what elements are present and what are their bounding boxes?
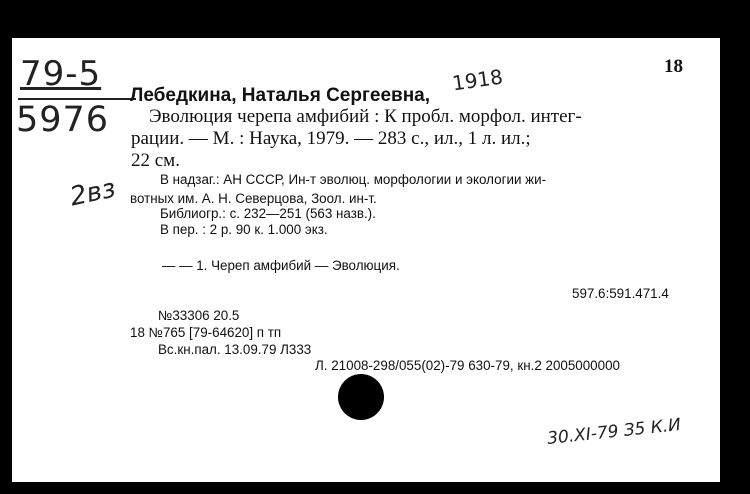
catalog-card — [12, 38, 720, 482]
handwritten-year: 1918 — [450, 64, 505, 96]
title-line-2: рации. — М. : Наука, 1979. — 283 с., ил., 1 л. ил.; — [131, 128, 531, 149]
note-line-4: В пер. : 2 р. 90 к. 1.000 экз. — [160, 222, 328, 237]
handwritten-inventory-number: 5976 — [16, 100, 110, 140]
udc-code: 597.6:591.471.4 — [572, 286, 669, 301]
handwritten-side-mark: 2вз — [67, 173, 119, 213]
note-line-2: вотных им. А. Н. Северцова, Зоол. ин-т. — [130, 191, 377, 206]
note-line-1: В надзаг.: АН СССР, Ин-т эволюц. морфологии и экологии жи- — [160, 172, 547, 187]
note-line-3: Библиогр.: с. 232—251 (563 назв.). — [160, 206, 376, 221]
subject-heading: — — 1. Череп амфибий — Эволюция. — [162, 258, 400, 273]
catalog-line-2: 18 №765 [79-64620] п тп — [130, 325, 282, 340]
catalog-line-4: Л. 21008-298/055(02)-79 630-79, кн.2 2005000000 — [315, 358, 620, 373]
catalog-line-3: Вс.кн.пал. 13.09.79 Л333 — [158, 342, 312, 357]
catalog-line-1: №33306 20.5 — [158, 308, 240, 323]
title-line-3: 22 см. — [131, 150, 180, 171]
handwritten-shelf-code: 79-5 — [20, 54, 102, 94]
punch-hole — [338, 374, 384, 420]
author-heading: Лебедкина, Наталья Сергеевна, — [130, 85, 431, 106]
title-line-1: Эволюция черепа амфибий : К пробл. морфол. интег- — [149, 106, 582, 127]
handwritten-signature: 30.XI-79 З5 К.И — [546, 415, 682, 449]
page-number: 18 — [664, 56, 683, 77]
